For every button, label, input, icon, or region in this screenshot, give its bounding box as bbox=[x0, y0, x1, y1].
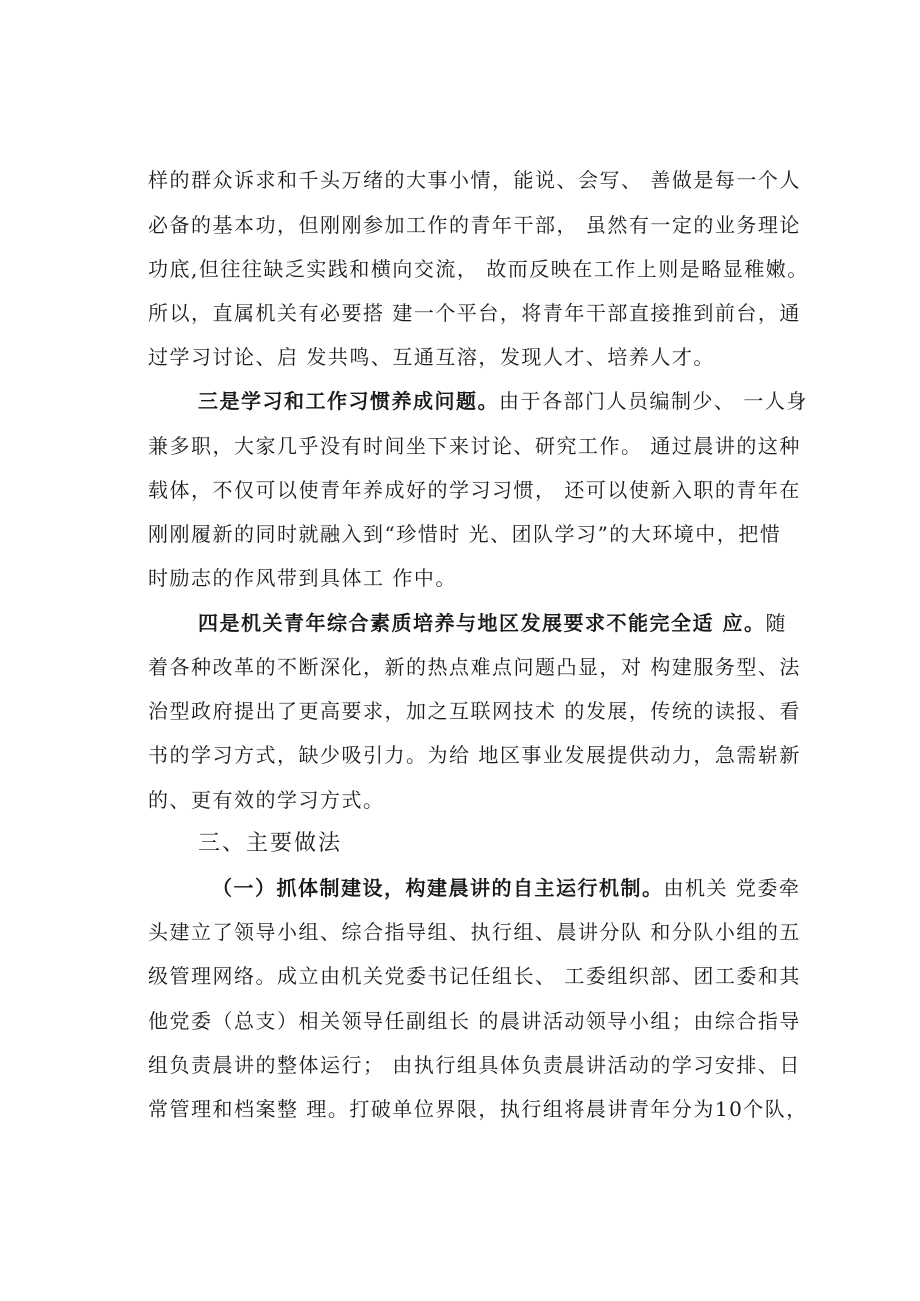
paragraph-line: 兼多职，大家几乎没有时间坐下来讨论、研究工作。 通过晨讲的这种 bbox=[148, 434, 801, 458]
paragraph-line: 时励志的作风带到具体工 作中。 bbox=[148, 566, 457, 590]
paragraph-line: 组负责晨讲的整体运行； 由执行组具体负责晨讲活动的学习安排、日 bbox=[148, 1053, 801, 1077]
paragraph-first-line bbox=[212, 870, 800, 906]
paragraph-line: 常管理和档案整 理。打破单位界限，执行组将晨讲青年分为10个队， bbox=[148, 1097, 808, 1121]
paragraph-line: 载体，不仅可以使青年养成好的学习习惯， 还可以使新入职的青年在 bbox=[148, 478, 801, 502]
paragraph-first-line bbox=[198, 383, 808, 419]
paragraph-lead-bold: 四是机关青年综合素质培养与地区发展要求不能完全适 应。 bbox=[198, 611, 766, 635]
paragraph-line: 样的群众诉求和千头万绪的大事小情，能说、会写、 善做是每一个人 bbox=[148, 168, 801, 192]
section-heading: 三、主要做法 bbox=[198, 831, 343, 856]
paragraph-lead-rest: 由机关 党委牵 bbox=[663, 876, 801, 900]
paragraph-line: 所以，直属机关有必要搭 建一个平台，将青年干部直接推到前台，通 bbox=[148, 301, 801, 325]
paragraph-line: 着各种改革的不断深化，新的热点难点问题凸显，对 构建服务型、法 bbox=[148, 655, 801, 679]
paragraph-line: 头建立了领导小组、综合指导组、执行组、晨讲分队 和分队小组的五 bbox=[148, 920, 801, 944]
paragraph-lead-rest: 随 bbox=[765, 611, 787, 635]
paragraph-line: 治型政府提出了更高要求，加之互联网技术 的发展，传统的读报、看 bbox=[148, 699, 801, 723]
paragraph-first-line bbox=[198, 605, 787, 641]
paragraph-lead-rest: 由于各部门人员编制少、 一人身 bbox=[499, 389, 808, 413]
paragraph-line: 必备的基本功，但刚刚参加工作的青年干部， 虽然有一定的业务理论 bbox=[148, 213, 801, 237]
paragraph-line: 刚刚履新的同时就融入到“珍惜时 光、团队学习”的大环境中，把惜 bbox=[148, 522, 782, 546]
paragraph-line: 级管理网络。成立由机关党委书记任组长、 工委组织部、团工委和其 bbox=[148, 964, 801, 988]
paragraph-line: 他党委（总支）相关领导任副组长 的晨讲活动领导小组；由综合指导 bbox=[148, 1009, 801, 1033]
paragraph-lead-bold: （一）抓体制建设，构建晨讲的自主运行机制。 bbox=[212, 876, 664, 900]
paragraph-line: 的、更有效的学习方式。 bbox=[148, 788, 385, 812]
paragraph-lead-bold: 三是学习和工作习惯养成问题。 bbox=[198, 389, 499, 413]
paragraph-line: 过学习讨论、启 发共鸣、互通互溶，发现人才、培养人才。 bbox=[148, 345, 715, 369]
paragraph-line: 书的学习方式，缺少吸引力。为给 地区事业发展提供动力，急需崭新 bbox=[148, 743, 801, 767]
paragraph-line: 功底,但往往缺乏实践和横向交流， 故而反映在工作上则是略显稚嫩。 bbox=[148, 257, 809, 281]
